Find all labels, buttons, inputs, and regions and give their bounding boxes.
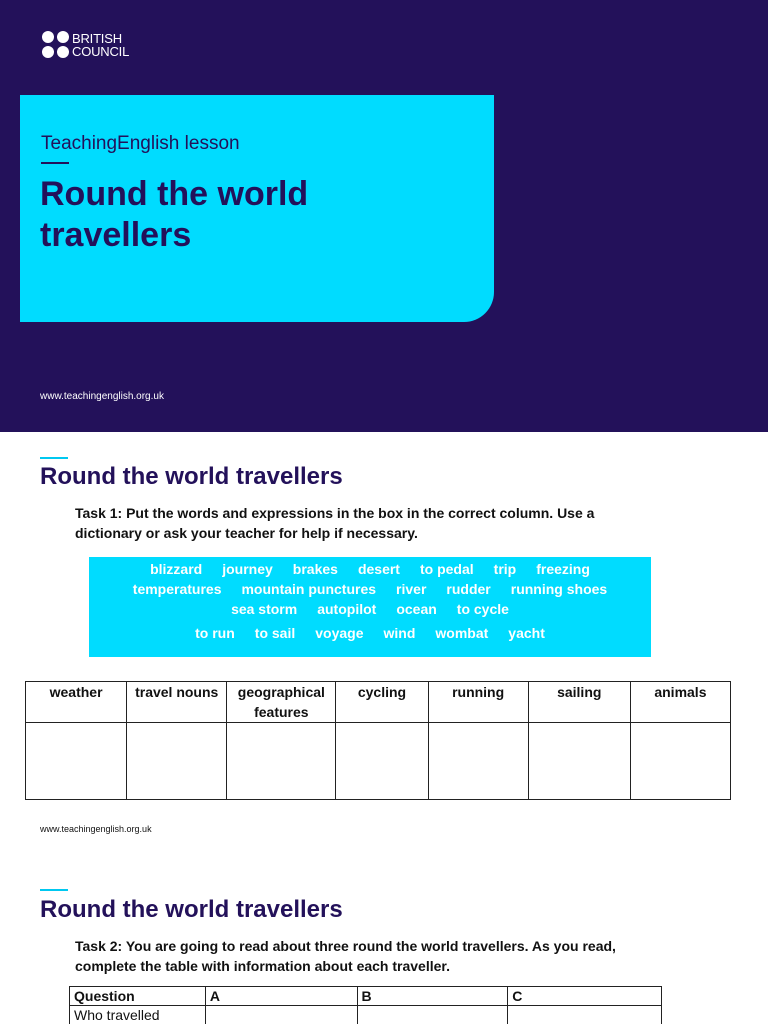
category-table (25, 681, 731, 800)
task2-instructions (75, 936, 616, 976)
word-row (89, 599, 651, 619)
title-divider (41, 162, 69, 164)
traveller-column-header: Question (70, 987, 206, 1006)
task1-line-2: dictionary or ask your teacher for help if necessary. (75, 525, 418, 541)
word-item: temperatures (132, 581, 222, 597)
word-item: mountain punctures (241, 581, 377, 597)
answer-cell[interactable] (630, 723, 730, 800)
british-council-logo (42, 31, 129, 58)
heading-accent-line (40, 889, 68, 891)
title-box (20, 95, 494, 322)
word-item: river (396, 581, 427, 597)
logo-line-2: COUNCIL (72, 43, 130, 59)
word-item: to cycle (456, 601, 509, 617)
traveller-column-header: C (508, 987, 662, 1006)
logo-line-1: BRITISH (72, 30, 122, 46)
word-item: freezing (536, 561, 590, 577)
column-header: cycling (336, 682, 428, 723)
traveller-table (69, 986, 662, 1024)
word-item: trip (493, 561, 517, 577)
task2-line-1: Task 2: You are going to read about three round the world travellers. As you read, (75, 938, 616, 954)
word-item: yacht (508, 625, 545, 641)
answer-cell[interactable] (205, 1006, 357, 1024)
word-item: blizzard (150, 561, 203, 577)
word-item: to run (195, 625, 235, 641)
column-header: travel nouns (127, 682, 227, 723)
word-item: running shoes (510, 581, 608, 597)
column-header: animals (630, 682, 730, 723)
word-item: autopilot (317, 601, 377, 617)
word-row (89, 579, 651, 599)
answer-cell[interactable] (26, 723, 127, 800)
word-item: sea storm (231, 601, 298, 617)
word-box (89, 557, 651, 657)
answer-cell[interactable] (508, 1006, 662, 1024)
word-item: rudder (446, 581, 491, 597)
answer-cell[interactable] (336, 723, 428, 800)
task1-line-1: Task 1: Put the words and expressions in the box in the correct column. Use a (75, 505, 595, 521)
answer-cell[interactable] (357, 1006, 508, 1024)
column-header: running (428, 682, 528, 723)
cover-title-line-1: Round the world (40, 175, 309, 213)
task1-instructions (75, 503, 594, 543)
table-row (70, 1006, 662, 1024)
answer-cell[interactable] (227, 723, 336, 800)
column-header: weather (26, 682, 127, 723)
answer-cell[interactable] (428, 723, 528, 800)
word-item: ocean (396, 601, 437, 617)
traveller-header-row (70, 987, 662, 1006)
page-heading: Round the world travellers (40, 463, 343, 490)
word-item: desert (357, 561, 400, 577)
traveller-column-header: A (205, 987, 357, 1006)
heading-accent-line (40, 457, 68, 459)
cover-title-line-2: travellers (40, 216, 192, 254)
word-row (89, 559, 651, 579)
cover-title (40, 174, 308, 256)
task2-line-2: complete the table with information about each traveller. (75, 958, 450, 974)
cover-url-link[interactable]: www.teachingenglish.org.uk (40, 391, 164, 402)
column-header: geographical features (227, 682, 336, 723)
category-answer-row (26, 723, 731, 800)
question-cell: Who travelled (70, 1006, 206, 1024)
word-item: wind (383, 625, 416, 641)
word-item: brakes (292, 561, 338, 577)
page-url-link[interactable]: www.teachingenglish.org.uk (40, 824, 152, 834)
answer-cell[interactable] (528, 723, 630, 800)
cover-page (0, 0, 768, 432)
word-item: journey (222, 561, 273, 577)
word-row (89, 623, 651, 643)
column-header: sailing (528, 682, 630, 723)
answer-cell[interactable] (127, 723, 227, 800)
page-heading: Round the world travellers (40, 896, 343, 923)
word-item: to sail (254, 625, 296, 641)
word-item: voyage (315, 625, 364, 641)
traveller-column-header: B (357, 987, 508, 1006)
logo-text (72, 32, 129, 58)
category-header-row (26, 682, 731, 723)
logo-dots-icon (42, 31, 69, 58)
word-item: wombat (435, 625, 489, 641)
word-item: to pedal (419, 561, 474, 577)
lesson-subtitle: TeachingEnglish lesson (41, 133, 240, 154)
